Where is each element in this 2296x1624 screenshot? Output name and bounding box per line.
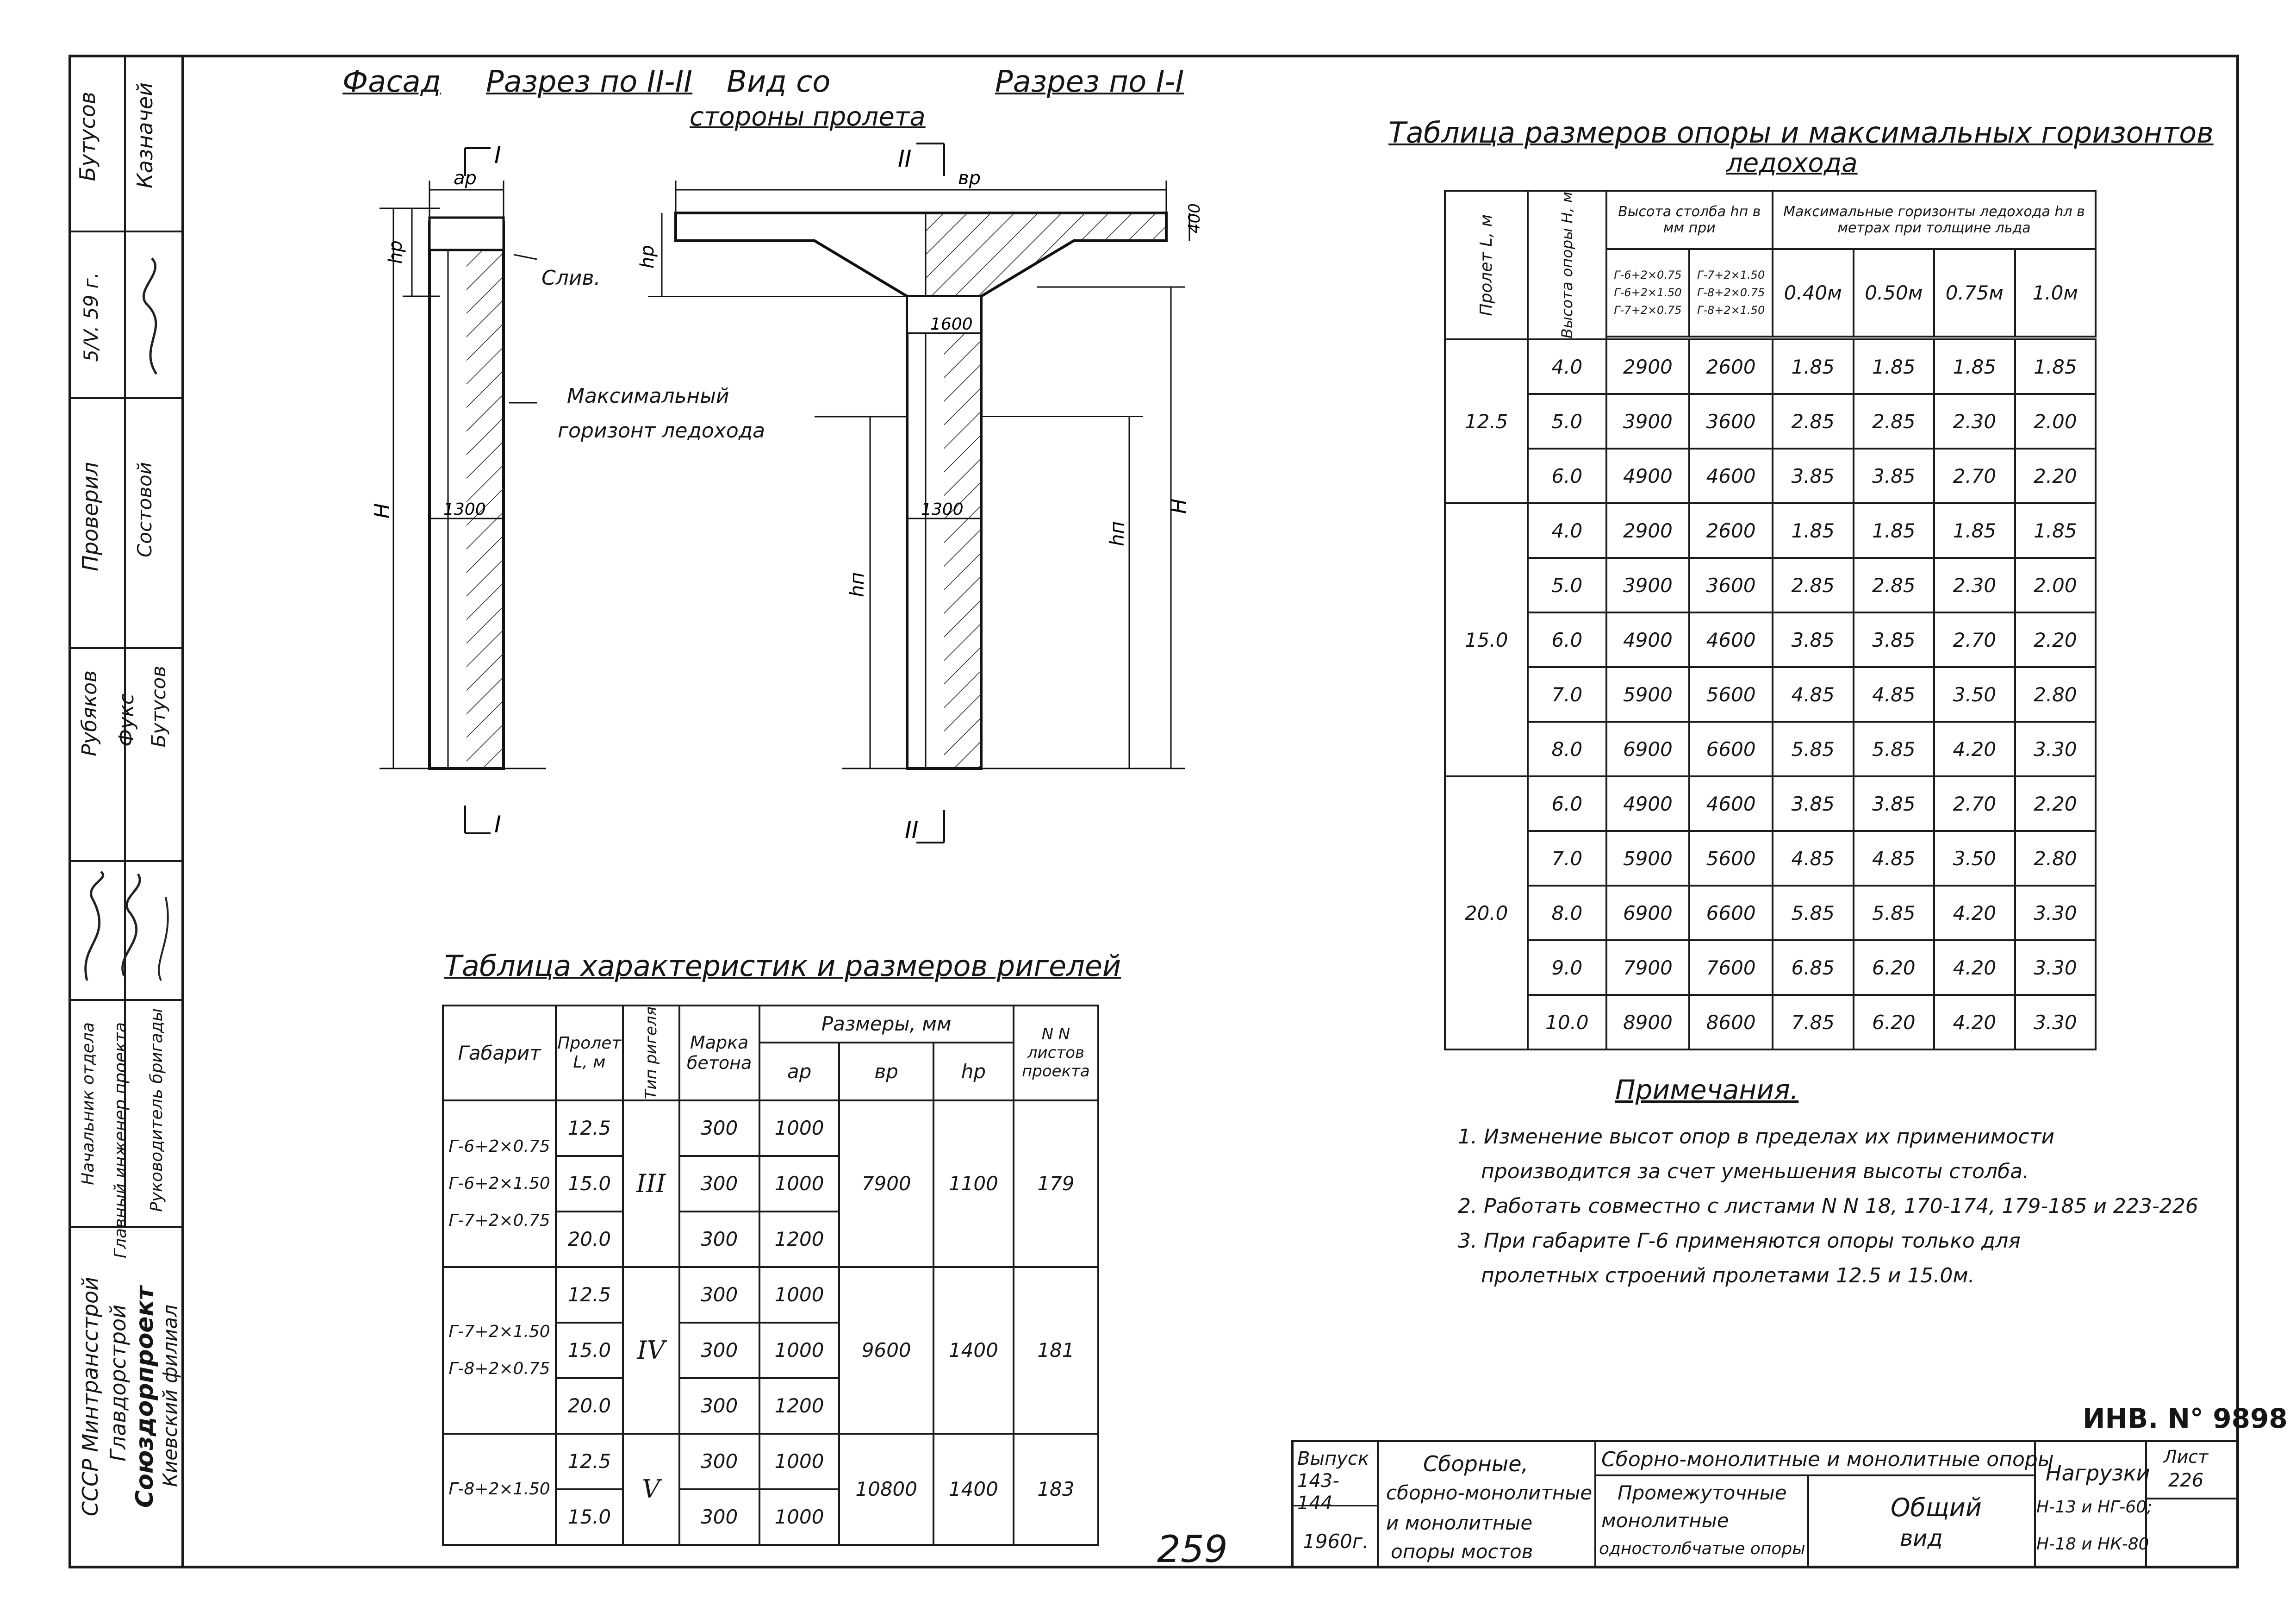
grade-cell: 300 bbox=[679, 1156, 759, 1212]
table-cell: 5.85 bbox=[1854, 722, 1935, 776]
gabarit-label: Г-7+2×1.50 bbox=[448, 1322, 550, 1341]
table-cell: 5.85 bbox=[1773, 886, 1854, 940]
span-cell: 12.5 bbox=[556, 1100, 623, 1156]
table-row bbox=[1445, 667, 2096, 722]
table-cell: 2.80 bbox=[2015, 667, 2096, 722]
gabarit-label: Г-7+2×0.75 bbox=[448, 1211, 550, 1230]
right-table-title-1: Таблица размеров опоры и максимальных горизонтов bbox=[1388, 116, 2214, 150]
dim-hn: hп bbox=[846, 572, 868, 597]
table-cell: 4900 bbox=[1606, 776, 1690, 831]
grade-cell: 300 bbox=[679, 1100, 759, 1156]
table-row bbox=[1445, 449, 2096, 503]
rt-h-g2b: Г-8+2×0.75 bbox=[1697, 286, 1765, 300]
heading-span-view-2: стороны пролета bbox=[690, 102, 926, 132]
table-cell: 5.85 bbox=[1854, 886, 1935, 940]
table-cell: 2600 bbox=[1689, 339, 1773, 394]
table-cell: 3600 bbox=[1689, 394, 1773, 449]
ap-cell: 1000 bbox=[759, 1434, 840, 1489]
ap-cell: 1000 bbox=[759, 1156, 840, 1212]
table-cell: 1.85 bbox=[1934, 339, 2015, 394]
dim-400: 400 bbox=[1185, 203, 1204, 233]
table-cell: 6.0 bbox=[1528, 776, 1606, 831]
bp-cell: 7900 bbox=[839, 1100, 933, 1267]
lt-h-bp: вр bbox=[839, 1043, 933, 1100]
tb-piers-1: Промежуточные bbox=[1618, 1481, 1787, 1504]
stamp-name-5: Рубяков bbox=[78, 670, 101, 756]
dim-H-facade: Н bbox=[370, 503, 394, 518]
rt-h-g1c: Г-7+2×0.75 bbox=[1614, 304, 1682, 317]
tb-subject-1: Сборные, bbox=[1423, 1451, 1529, 1476]
tb-subject-4: опоры мостов bbox=[1391, 1540, 1533, 1563]
grade-cell: 300 bbox=[679, 1267, 759, 1323]
table-cell: 10.0 bbox=[1528, 995, 1606, 1049]
table-cell: 6900 bbox=[1606, 722, 1690, 776]
table-row bbox=[1445, 722, 2096, 776]
table-cell: 4900 bbox=[1606, 449, 1690, 503]
left-table-title: Таблица характеристик и размеров ригелей bbox=[444, 949, 1121, 983]
dim-hl: hп bbox=[1106, 521, 1128, 546]
rt-h-height: Высота опоры Н, м bbox=[1558, 192, 1576, 339]
table-cell: 1.85 bbox=[1773, 339, 1854, 394]
stamp-role-2: Главный инженер проекта bbox=[111, 1022, 130, 1258]
hp-cell: 1100 bbox=[933, 1100, 1014, 1267]
dim-hp-section: hр bbox=[637, 245, 658, 269]
type-cell: IV bbox=[623, 1267, 679, 1434]
table-cell: 2900 bbox=[1606, 503, 1690, 558]
sheet-cell: 181 bbox=[1014, 1267, 1098, 1434]
facade-cap bbox=[429, 218, 504, 250]
tb-sheet-no: 226 bbox=[2168, 1470, 2204, 1491]
table-row bbox=[1445, 776, 2096, 831]
tb-loads-1: Н-13 и НГ-60; bbox=[2036, 1498, 2153, 1517]
table-cell: 3900 bbox=[1606, 558, 1690, 612]
title-block bbox=[1291, 1440, 2239, 1568]
pier-size-table bbox=[1444, 190, 2097, 1050]
ap-cell: 1200 bbox=[759, 1212, 840, 1267]
table-cell: 3.30 bbox=[2015, 940, 2096, 995]
type-cell: III bbox=[623, 1100, 679, 1267]
mark-II-bottom: II bbox=[905, 817, 919, 843]
grade-cell: 300 bbox=[679, 1212, 759, 1267]
signatures-2 bbox=[73, 869, 180, 990]
span-cell: 15.0 bbox=[556, 1489, 623, 1545]
crossbeam-table bbox=[442, 1005, 1099, 1546]
table-row bbox=[443, 1267, 1098, 1323]
type-cell: V bbox=[623, 1434, 679, 1545]
tb-subject-3: и монолитные bbox=[1386, 1512, 1533, 1534]
table-cell: 2900 bbox=[1606, 339, 1690, 394]
note-line-1: 1. Изменение высот опор в пределах их применимости bbox=[1458, 1125, 2055, 1149]
table-cell: 2.85 bbox=[1854, 394, 1935, 449]
stamp-name-7: Бутусов bbox=[147, 666, 170, 748]
table-cell: 2.85 bbox=[1773, 394, 1854, 449]
table-cell: 4.0 bbox=[1528, 339, 1606, 394]
span-cell: 12.5 bbox=[1445, 339, 1528, 503]
right-table-title-2: ледохода bbox=[1726, 148, 1858, 178]
table-row bbox=[1445, 503, 2096, 558]
table-cell: 6.0 bbox=[1528, 449, 1606, 503]
grade-cell: 300 bbox=[679, 1434, 759, 1489]
stamp-name-1: Бутусов bbox=[75, 92, 100, 181]
table-cell: 2.70 bbox=[1934, 449, 2015, 503]
table-cell: 2.20 bbox=[2015, 449, 2096, 503]
rt-h-g1: Г-6+2×0.75 bbox=[1614, 269, 1682, 282]
lt-h-grade: Марка бетона bbox=[679, 1006, 759, 1100]
table-cell: 1.85 bbox=[2015, 503, 2096, 558]
table-cell: 4.20 bbox=[1934, 995, 2015, 1049]
table-cell: 2.30 bbox=[1934, 558, 2015, 612]
span-cell: 15.0 bbox=[556, 1323, 623, 1378]
mark-I-top: I bbox=[494, 142, 501, 169]
table-cell: 7.85 bbox=[1773, 995, 1854, 1049]
span-cell: 20.0 bbox=[556, 1378, 623, 1434]
mark-II-top: II bbox=[898, 145, 912, 172]
table-cell: 5.0 bbox=[1528, 394, 1606, 449]
table-cell: 3900 bbox=[1606, 394, 1690, 449]
table-cell: 7600 bbox=[1689, 940, 1773, 995]
table-cell: 6.20 bbox=[1854, 940, 1935, 995]
tb-view-1: Общий bbox=[1891, 1493, 1982, 1522]
span-cell: 20.0 bbox=[1445, 776, 1528, 1049]
table-cell: 7.0 bbox=[1528, 667, 1606, 722]
table-cell: 4.20 bbox=[1934, 940, 2015, 995]
table-cell: 3.50 bbox=[1934, 667, 2015, 722]
lt-h-type: Тип ригеля bbox=[641, 1006, 660, 1099]
note-line-5: пролетных строений пролетами 12.5 и 15.0м. bbox=[1481, 1264, 1975, 1287]
notes-title: Примечания. bbox=[1615, 1074, 1799, 1106]
lt-h-span: Пролет L, м bbox=[556, 1006, 623, 1100]
table-row bbox=[1445, 995, 2096, 1049]
stamp-role-1: Начальник отдела bbox=[79, 1022, 98, 1185]
sheet-cell: 183 bbox=[1014, 1434, 1098, 1545]
table-cell: 3.85 bbox=[1773, 612, 1854, 667]
table-cell: 3.85 bbox=[1854, 612, 1935, 667]
table-cell: 8600 bbox=[1689, 995, 1773, 1049]
table-row bbox=[443, 1434, 1098, 1489]
ap-cell: 1000 bbox=[759, 1267, 840, 1323]
table-cell: 1.85 bbox=[2015, 339, 2096, 394]
inventory-number: ИНВ. N° 9898 bbox=[2083, 1403, 2288, 1434]
heading-section-1: Разрез по I-I bbox=[995, 65, 1184, 99]
facade-column-hatch bbox=[467, 222, 504, 768]
table-cell: 2.85 bbox=[1854, 558, 1935, 612]
table-cell: 1.85 bbox=[1854, 339, 1935, 394]
table-cell: 6600 bbox=[1689, 886, 1773, 940]
table-cell: 8.0 bbox=[1528, 886, 1606, 940]
dim-H-section: Н bbox=[1167, 498, 1191, 514]
table-cell: 4.20 bbox=[1934, 886, 2015, 940]
stamp-org-2: Главдорстрой bbox=[106, 1305, 131, 1462]
table-cell: 2.20 bbox=[2015, 776, 2096, 831]
rt-h-t3: 0.75м bbox=[1934, 249, 2015, 337]
table-cell: 8.0 bbox=[1528, 722, 1606, 776]
table-cell: 4.85 bbox=[1854, 667, 1935, 722]
tb-issue: Выпуск 143-144 bbox=[1297, 1448, 1369, 1514]
table-cell: 4.0 bbox=[1528, 503, 1606, 558]
table-cell: 1.85 bbox=[1854, 503, 1935, 558]
stamp-role-3: Руководитель бригады bbox=[147, 1008, 166, 1212]
table-cell: 2.30 bbox=[1934, 394, 2015, 449]
span-cell: 12.5 bbox=[556, 1267, 623, 1323]
dim-1300-column: 1300 bbox=[921, 500, 964, 519]
table-cell: 4.85 bbox=[1773, 667, 1854, 722]
table-cell: 6900 bbox=[1606, 886, 1690, 940]
rt-h-g2: Г-7+2×1.50 bbox=[1697, 269, 1765, 282]
lt-h-sheets: N N листов проекта bbox=[1014, 1006, 1098, 1100]
rt-h-ice: Максимальные горизонты ледохода hл в метрах при толщине льда bbox=[1773, 191, 2096, 249]
table-row bbox=[1445, 886, 2096, 940]
signature-1 bbox=[129, 254, 175, 383]
span-cell: 15.0 bbox=[556, 1156, 623, 1212]
stamp-checked: Проверил bbox=[78, 462, 103, 571]
tb-subject-2: сборно-монолитные bbox=[1386, 1481, 1593, 1504]
table-cell: 2600 bbox=[1689, 503, 1773, 558]
table-cell: 4.85 bbox=[1773, 831, 1854, 886]
dim-hp-facade: hр bbox=[385, 240, 406, 264]
note-line-4: 3. При габарите Г-6 применяются опоры только для bbox=[1458, 1229, 2021, 1253]
label-sliv: Слив. bbox=[541, 266, 601, 290]
table-cell: 3.85 bbox=[1854, 776, 1935, 831]
table-cell: 3.85 bbox=[1773, 449, 1854, 503]
table-cell: 3.30 bbox=[2015, 995, 2096, 1049]
mark-I-bottom: I bbox=[494, 811, 501, 838]
stamp-date: 5/V. 59 г. bbox=[80, 272, 102, 362]
heading-facade: Фасад bbox=[342, 65, 441, 99]
heading-section-2: Разрез по II-II bbox=[486, 65, 693, 99]
tb-view-2: вид bbox=[1900, 1525, 1943, 1551]
table-cell: 6.20 bbox=[1854, 995, 1935, 1049]
table-cell: 4.85 bbox=[1854, 831, 1935, 886]
ap-cell: 1000 bbox=[759, 1489, 840, 1545]
grade-cell: 300 bbox=[679, 1323, 759, 1378]
table-cell: 4600 bbox=[1689, 449, 1773, 503]
lt-h-ap: aр bbox=[759, 1043, 840, 1100]
table-cell: 1.85 bbox=[1773, 503, 1854, 558]
note-line-3: 2. Работать совместно с листами N N 18, 170-174, 179-185 и 223-226 bbox=[1458, 1194, 2198, 1218]
lt-h-sizes: Размеры, мм bbox=[759, 1006, 1014, 1043]
span-cell: 15.0 bbox=[1445, 503, 1528, 776]
table-cell: 4900 bbox=[1606, 612, 1690, 667]
stamp-name-4: Состовой bbox=[133, 462, 156, 558]
gabarit-label: Г-6+2×0.75 bbox=[448, 1137, 550, 1156]
rt-h-span: Пролет L, м bbox=[1477, 214, 1496, 316]
table-row bbox=[443, 1100, 1098, 1156]
page-number: 259 bbox=[1157, 1528, 1228, 1571]
stamp-org-1: СССР Минтрансстрой bbox=[78, 1277, 103, 1517]
table-cell: 2.80 bbox=[2015, 831, 2096, 886]
table-row bbox=[1445, 339, 2096, 394]
table-cell: 2.20 bbox=[2015, 612, 2096, 667]
table-cell: 4600 bbox=[1689, 776, 1773, 831]
table-cell: 5600 bbox=[1689, 667, 1773, 722]
stamp-name-6: Фукс bbox=[115, 693, 138, 747]
rt-h-g1b: Г-6+2×1.50 bbox=[1614, 286, 1682, 300]
tb-piers-2: монолитные bbox=[1601, 1509, 1729, 1532]
table-cell: 1.85 bbox=[1934, 503, 2015, 558]
ap-cell: 1200 bbox=[759, 1378, 840, 1434]
table-cell: 7.0 bbox=[1528, 831, 1606, 886]
pier-drawings bbox=[296, 130, 1361, 880]
lt-h-gabarit: Габарит bbox=[443, 1006, 556, 1100]
gabarit-label: Г-6+2×1.50 bbox=[448, 1174, 550, 1193]
gabarit-label: Г-8+2×0.75 bbox=[448, 1359, 550, 1378]
tb-series: Сборно-монолитные и монолитные опоры bbox=[1601, 1448, 2054, 1471]
ap-cell: 1000 bbox=[759, 1323, 840, 1378]
table-cell: 4.20 bbox=[1934, 722, 2015, 776]
table-cell: 5.0 bbox=[1528, 558, 1606, 612]
table-cell: 5900 bbox=[1606, 831, 1690, 886]
hp-cell: 1400 bbox=[933, 1267, 1014, 1434]
label-ice-1: Максимальный bbox=[567, 384, 729, 408]
table-cell: 3.50 bbox=[1934, 831, 2015, 886]
table-cell: 2.70 bbox=[1934, 776, 2015, 831]
rt-h-t1: 0.40м bbox=[1773, 249, 1854, 337]
table-cell: 2.00 bbox=[2015, 558, 2096, 612]
grade-cell: 300 bbox=[679, 1489, 759, 1545]
tb-loads-label: Нагрузки bbox=[2046, 1461, 2150, 1486]
gabarit-cell bbox=[443, 1434, 556, 1545]
crossbeam-hatch bbox=[926, 213, 1166, 296]
gabarit-cell bbox=[443, 1100, 556, 1267]
lt-h-hp: hр bbox=[933, 1043, 1014, 1100]
span-cell: 12.5 bbox=[556, 1434, 623, 1489]
table-cell: 3.85 bbox=[1854, 449, 1935, 503]
bp-cell: 9600 bbox=[839, 1267, 933, 1434]
tb-sheet-label: Лист bbox=[2164, 1447, 2209, 1467]
gabarit-cell bbox=[443, 1267, 556, 1434]
stamp-name-2: Казначей bbox=[132, 82, 157, 188]
note-line-2: производится за счет уменьшения высоты столба. bbox=[1481, 1160, 2029, 1183]
table-cell: 7900 bbox=[1606, 940, 1690, 995]
table-row bbox=[1445, 558, 2096, 612]
bp-cell: 10800 bbox=[839, 1434, 933, 1545]
table-cell: 4600 bbox=[1689, 612, 1773, 667]
dim-1300-facade: 1300 bbox=[443, 500, 486, 519]
table-row bbox=[1445, 940, 2096, 995]
table-cell: 9.0 bbox=[1528, 940, 1606, 995]
table-row bbox=[1445, 394, 2096, 449]
dim-bp: вр bbox=[958, 168, 981, 189]
table-cell: 2.85 bbox=[1773, 558, 1854, 612]
rt-h-t4: 1.0м bbox=[2015, 249, 2096, 337]
table-cell: 5.85 bbox=[1773, 722, 1854, 776]
grade-cell: 300 bbox=[679, 1378, 759, 1434]
label-ice-2: горизонт ледохода bbox=[558, 419, 765, 443]
table-cell: 6.85 bbox=[1773, 940, 1854, 995]
table-cell: 6600 bbox=[1689, 722, 1773, 776]
table-cell: 5900 bbox=[1606, 667, 1690, 722]
rt-h-col-height: Высота столба hп в мм при bbox=[1606, 191, 1773, 249]
sheet-cell: 179 bbox=[1014, 1100, 1098, 1267]
left-stamp bbox=[68, 55, 184, 1568]
stamp-org-3: Союздорпроект bbox=[131, 1286, 159, 1508]
hp-cell: 1400 bbox=[933, 1434, 1014, 1545]
table-row bbox=[1445, 612, 2096, 667]
tb-piers-3: одностолбчатые опоры bbox=[1599, 1539, 1805, 1558]
stamp-org-4: Киевский филиал bbox=[159, 1305, 181, 1487]
table-cell: 3.85 bbox=[1773, 776, 1854, 831]
rt-h-t2: 0.50м bbox=[1854, 249, 1935, 337]
rt-h-g2c: Г-8+2×1.50 bbox=[1697, 304, 1765, 317]
table-cell: 8900 bbox=[1606, 995, 1690, 1049]
table-row bbox=[1445, 831, 2096, 886]
tb-loads-2: Н-18 и НК-80 bbox=[2036, 1535, 2149, 1554]
tb-year: 1960г. bbox=[1303, 1530, 1369, 1553]
pier-column-hatch bbox=[944, 296, 981, 768]
table-cell: 5600 bbox=[1689, 831, 1773, 886]
dim-1600: 1600 bbox=[930, 315, 973, 334]
ap-cell: 1000 bbox=[759, 1100, 840, 1156]
dim-ap: aр bbox=[454, 168, 477, 189]
span-cell: 20.0 bbox=[556, 1212, 623, 1267]
heading-span-view-1: Вид со bbox=[727, 65, 831, 99]
table-cell: 2.00 bbox=[2015, 394, 2096, 449]
table-cell: 3.30 bbox=[2015, 722, 2096, 776]
table-cell: 6.0 bbox=[1528, 612, 1606, 667]
table-cell: 3.30 bbox=[2015, 886, 2096, 940]
gabarit-label: Г-8+2×1.50 bbox=[448, 1479, 550, 1499]
table-cell: 3600 bbox=[1689, 558, 1773, 612]
table-cell: 2.70 bbox=[1934, 612, 2015, 667]
